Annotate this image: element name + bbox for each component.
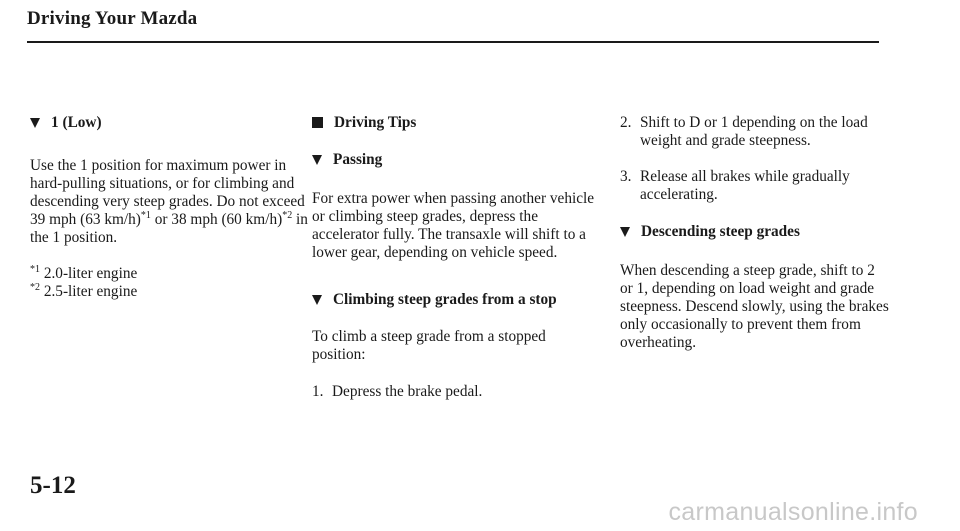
descending-paragraph: When descending a steep grade, shift to 2 or 1, depending on load weight and grade steepness. Descend slowly, using the brakes only occasionally to prevent them from overheating. xyxy=(620,262,889,351)
low-gear-heading xyxy=(30,114,315,132)
step-3-text: Release all brakes while gradually accelerating. xyxy=(640,168,850,203)
triangle-bullet-icon xyxy=(312,155,322,165)
step-1 xyxy=(312,383,602,401)
descending-heading-text: Descending steep grades xyxy=(641,223,800,240)
footnote-ref-1: *1 xyxy=(140,210,151,221)
step-3 xyxy=(620,168,890,204)
footnotes xyxy=(30,265,315,301)
triangle-bullet-icon xyxy=(312,295,322,305)
footnote-ref-2: *2 xyxy=(282,210,293,221)
footnote-1-text: 2.0-liter engine xyxy=(40,265,138,282)
step-3-number: 3. xyxy=(620,168,632,185)
driving-tips-heading xyxy=(312,114,602,132)
column-driving-tips xyxy=(312,114,602,401)
step-2 xyxy=(620,114,890,150)
footnote-2 xyxy=(30,283,315,301)
low-gear-text-a: Use the 1 position for maximum power in hard-pulling situations, or for climbing and descending very steep grades. Do not exceed 39 mph (63 km/h) xyxy=(30,157,305,228)
footnote-2-text: 2.5-liter engine xyxy=(40,283,138,300)
low-gear-text-b: or 38 mph (60 km/h) xyxy=(150,211,283,228)
low-gear-heading-text: 1 (Low) xyxy=(51,114,102,131)
page-number: 5-12 xyxy=(30,472,76,499)
footnote-2-mark: *2 xyxy=(30,282,40,293)
low-gear-text-c: in the 1 position. xyxy=(30,211,308,246)
footnote-1 xyxy=(30,265,315,283)
step-1-number: 1. xyxy=(312,383,324,400)
passing-heading xyxy=(312,151,602,169)
descending-heading xyxy=(620,223,890,241)
column-low-gear xyxy=(30,114,315,301)
square-bullet-icon xyxy=(312,117,323,128)
passing-paragraph: For extra power when passing another vehicle or climbing steep grades, depress the accelerator fully. The transaxle will shift to a lower gear, depending on vehicle speed. xyxy=(312,190,595,261)
column-grades xyxy=(620,114,890,352)
climbing-paragraph: To climb a steep grade from a stopped position: xyxy=(312,328,546,363)
climbing-heading-text: Climbing steep grades from a stop xyxy=(333,291,557,308)
triangle-bullet-icon xyxy=(620,227,630,237)
header-divider xyxy=(27,41,879,43)
climbing-heading xyxy=(312,291,602,309)
passing-heading-text: Passing xyxy=(333,151,383,168)
site-watermark: carmanualsonline.info xyxy=(668,498,918,526)
step-2-number: 2. xyxy=(620,114,632,131)
step-2-text: Shift to D or 1 depending on the load weight and grade steepness. xyxy=(640,114,868,149)
driving-tips-heading-text: Driving Tips xyxy=(334,114,417,131)
step-1-text: Depress the brake pedal. xyxy=(332,383,483,400)
triangle-bullet-icon xyxy=(30,118,40,128)
footnote-1-mark: *1 xyxy=(30,264,40,275)
low-gear-paragraph xyxy=(30,157,315,247)
page-header-title: Driving Your Mazda xyxy=(27,8,198,29)
